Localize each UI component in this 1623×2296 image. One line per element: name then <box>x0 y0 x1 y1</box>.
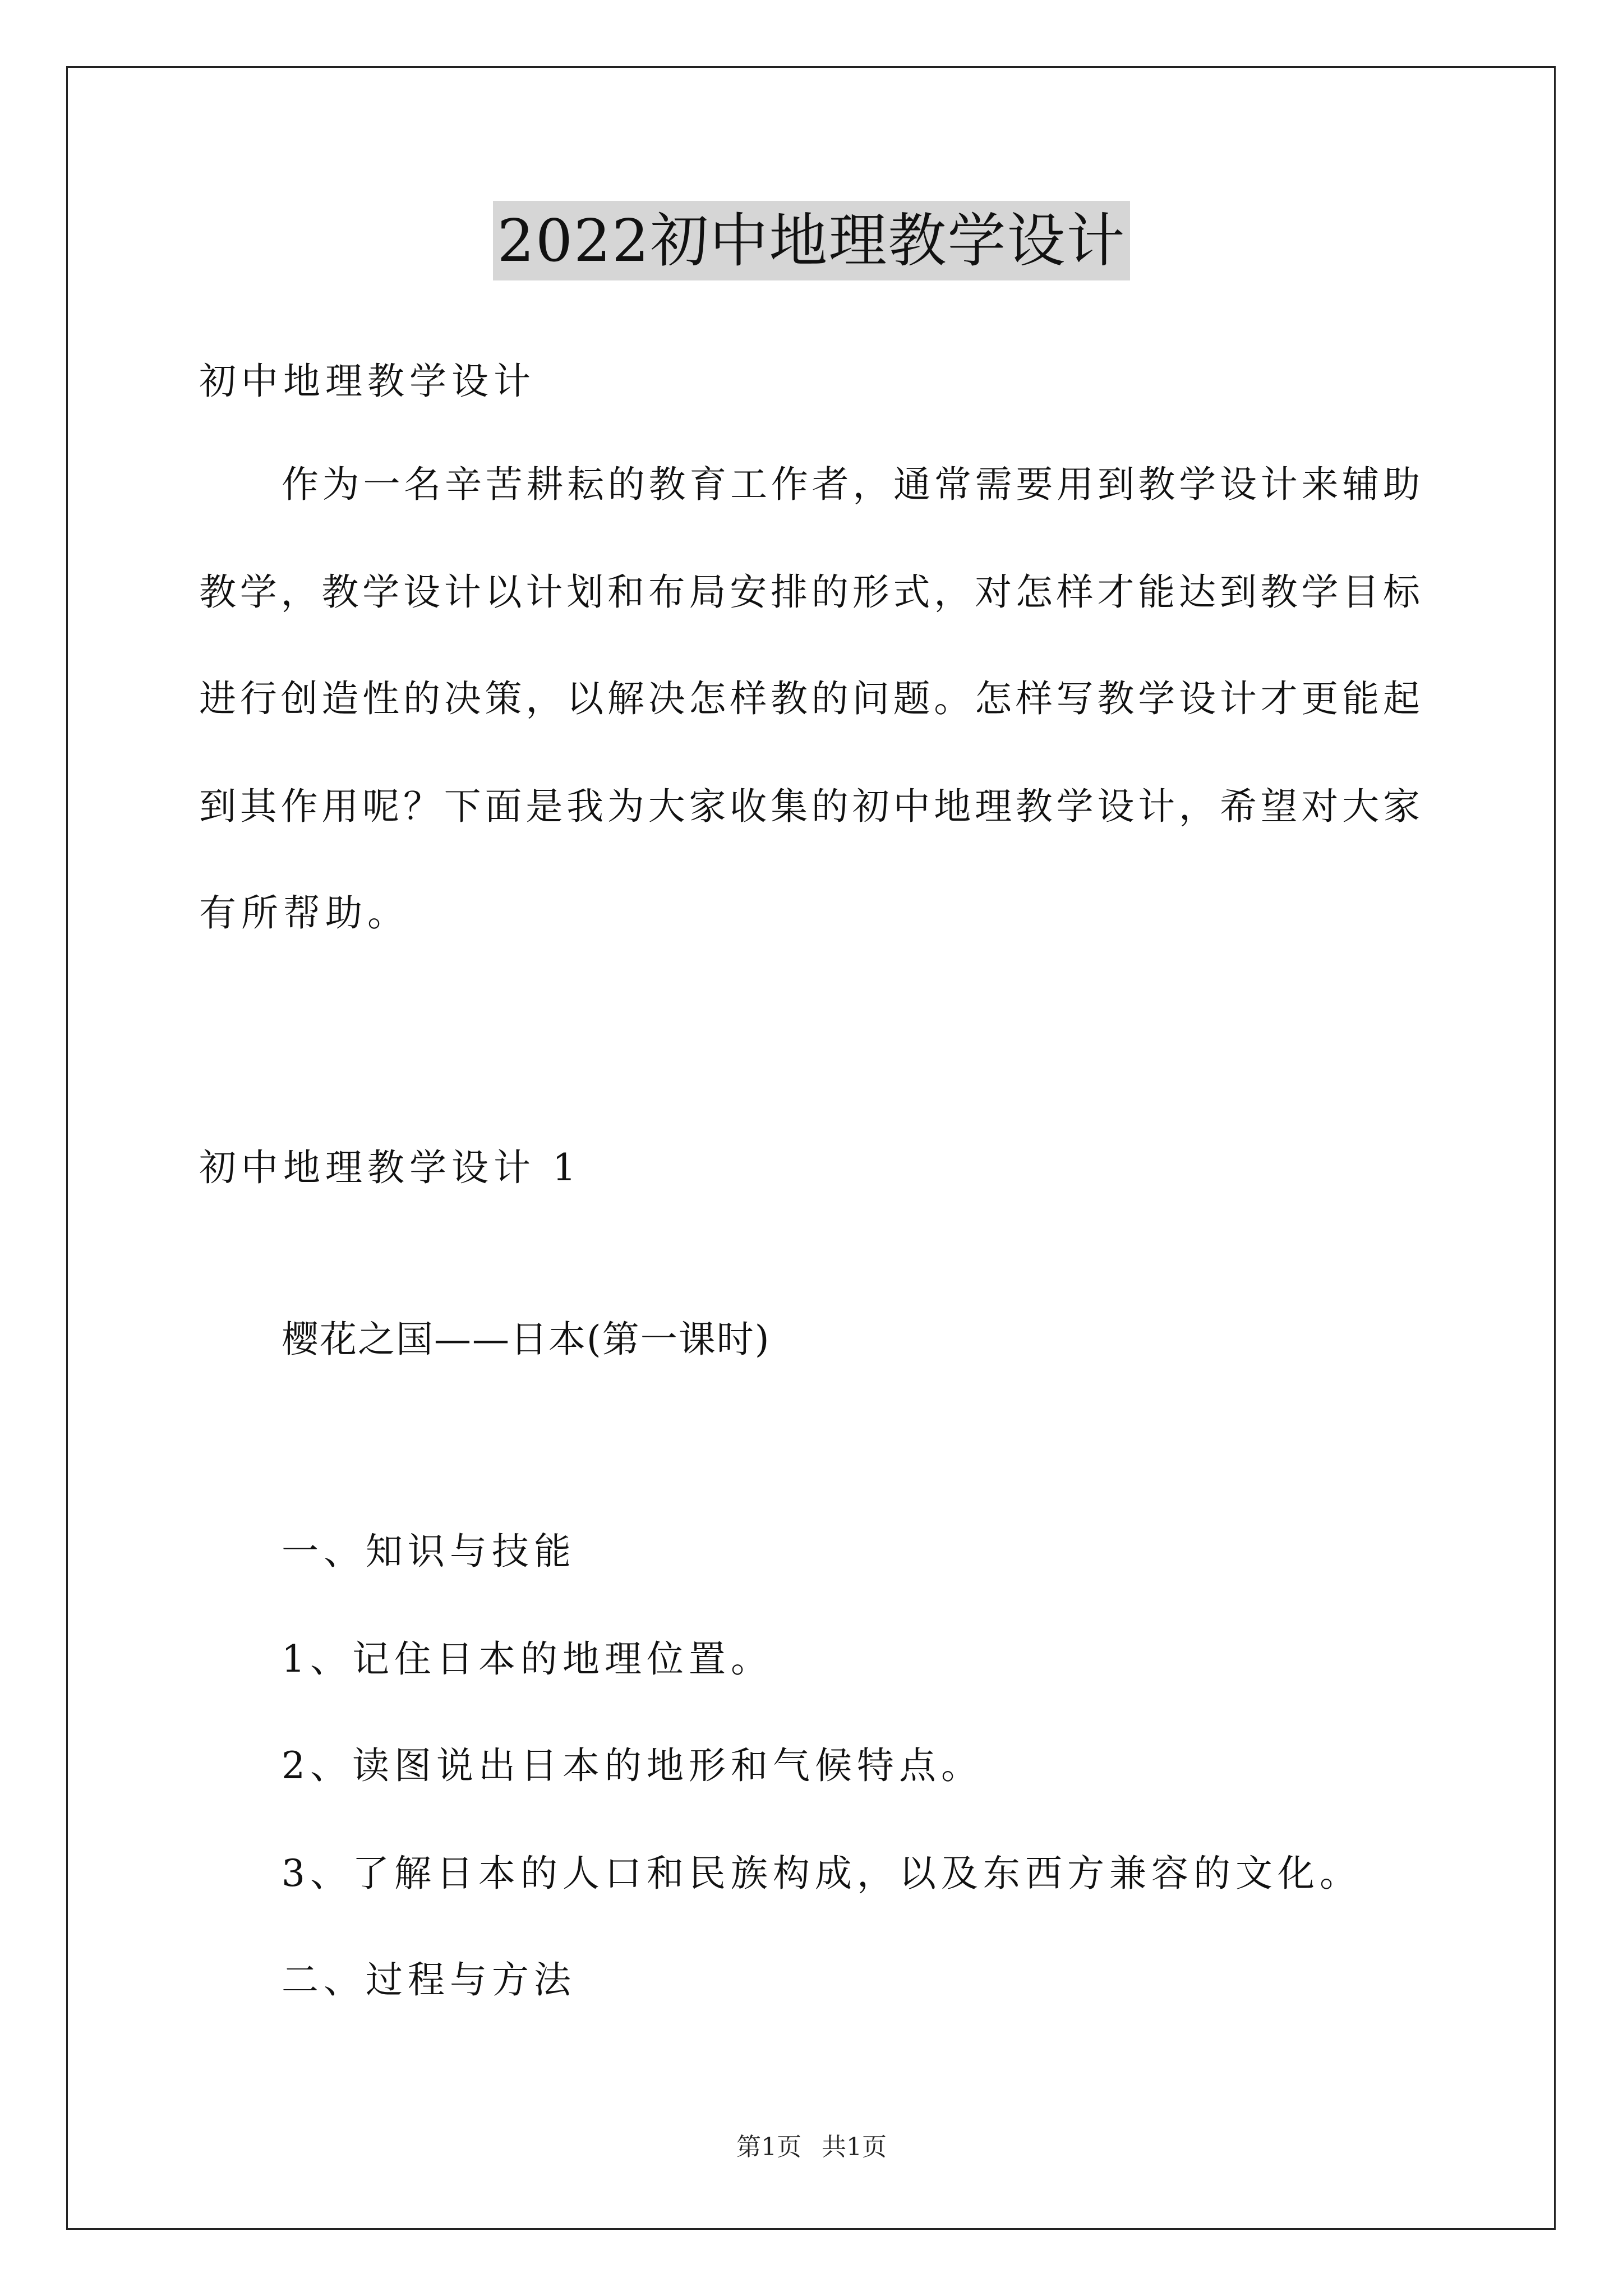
title-container <box>0 201 1623 280</box>
page-total: 共1页 <box>822 2133 887 2161</box>
paragraph-line: 有所帮助。 <box>199 891 409 935</box>
section-heading: 初中地理教学设计 1 <box>199 1146 581 1189</box>
section-heading: 初中地理教学设计 <box>199 360 536 403</box>
page-footer <box>0 2132 1623 2163</box>
lesson-title: 樱花之国——日本(第一课时) <box>282 1318 771 1361</box>
paragraph-line: 教学，教学设计以计划和布局安排的形式，对怎样才能达到教学目标 <box>199 570 1420 614</box>
paragraph-line: 到其作用呢？下面是我为大家收集的初中地理教学设计，希望对大家 <box>199 785 1420 828</box>
paragraph-line: 作为一名辛苦耕耘的教育工作者，通常需要用到教学设计来辅助 <box>282 463 1420 506</box>
document-title: 2022初中地理教学设计 <box>493 201 1131 280</box>
list-item: 1、记住日本的地理位置。 <box>282 1637 773 1681</box>
page-number: 第1页 <box>736 2133 801 2161</box>
subheading: 一、知识与技能 <box>282 1530 576 1573</box>
list-item: 3、了解日本的人口和民族构成，以及东西方兼容的文化。 <box>282 1852 1362 1895</box>
paragraph-line: 进行创造性的决策，以解决怎样教的问题。怎样写教学设计才更能起 <box>199 677 1420 720</box>
subheading: 二、过程与方法 <box>282 1958 576 2001</box>
list-item: 2、读图说出日本的地形和气候特点。 <box>282 1744 983 1787</box>
